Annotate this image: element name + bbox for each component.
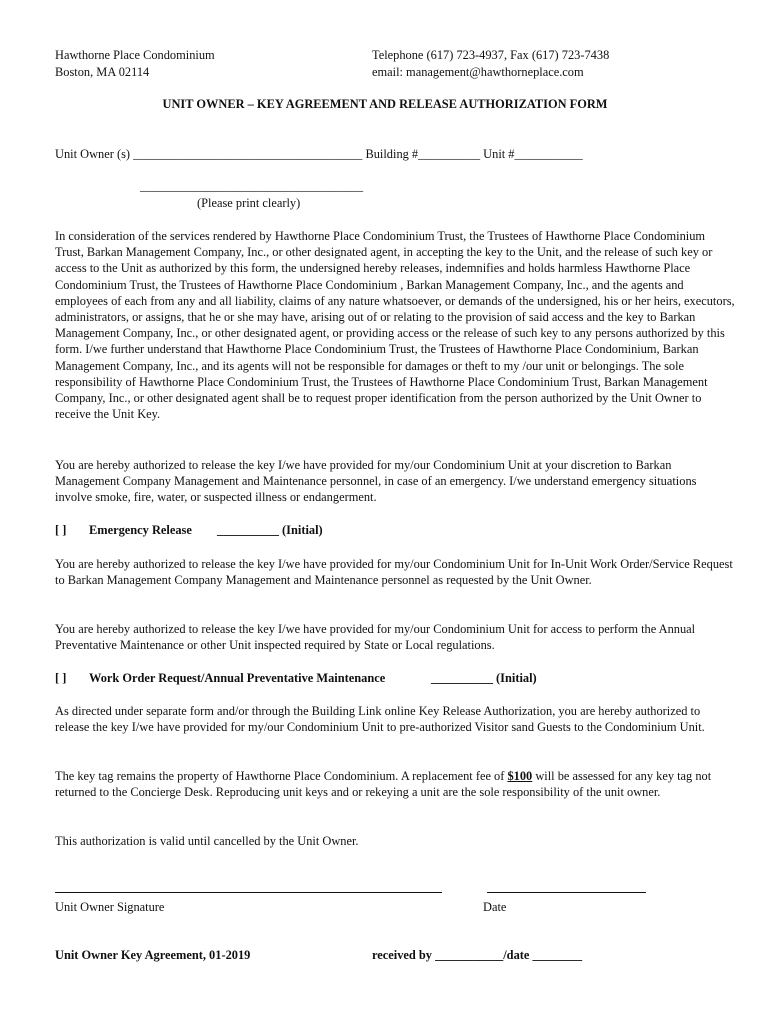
owner-signature-field[interactable] [55, 892, 442, 893]
emergency-checkbox[interactable]: [ ] [55, 523, 67, 537]
key-tag-paragraph [55, 768, 735, 800]
building-field[interactable]: __________ [418, 147, 481, 161]
owner-label: Unit Owner (s) [55, 147, 134, 161]
work-order-initial-field[interactable]: __________ (Initial) [431, 671, 537, 685]
emergency-initial-field[interactable]: __________ (Initial) [217, 523, 323, 537]
org-email: email: management@hawthorneplace.com [372, 65, 584, 79]
key-tag-text-end: will be assessed for any key tag not returned to the Concierge Desk. Reproducing unit keys and or rekeying a unit are the sole responsibility of the unit owner. [55, 769, 712, 800]
owner-signature-label: Unit Owner Signature [55, 900, 165, 914]
work-order-paragraph: You are hereby authorized to release the key I/we have provided for my/our Condominium Unit for In-Unit Work Order/Service Request to Barkan Management Company Management and Maintenance personnel as requested by the Unit Owner. [55, 557, 733, 588]
preventative-paragraph: You are hereby authorized to release the key I/we have provided for my/our Condominium Unit for access to perform the Annual Preventative Maintenance or other Unit inspected required by State or Local regulations. [55, 622, 696, 653]
date-label: Date [483, 900, 507, 914]
replacement-fee: $100 [507, 769, 533, 783]
work-order-checkbox[interactable]: [ ] [55, 671, 67, 685]
owner-name-field[interactable]: _____________________________________ [133, 147, 363, 161]
form-id: Unit Owner Key Agreement, 01-2019 [55, 948, 251, 962]
print-name-field[interactable]: ____________________________________ [140, 179, 364, 193]
org-name: Hawthorne Place Condominium [55, 48, 215, 62]
unit-label: Unit # [480, 147, 515, 161]
key-tag-text-start: The key tag remains the property of Hawthorne Place Condominium. A replacement fee of [55, 769, 508, 783]
owner-line [55, 146, 583, 162]
org-city: Boston, MA 02114 [55, 65, 150, 79]
form-title: UNIT OWNER – KEY AGREEMENT AND RELEASE AUTHORIZATION FORM [162, 97, 608, 111]
unit-field[interactable]: ___________ [514, 147, 583, 161]
building-link-paragraph: As directed under separate form and/or through the Building Link online Key Release Authorization, you are hereby authorized to release the key I/we have provided for my/our Condominium Unit to pre-authorized Visitor sand Guests to the Condominium Unit. [55, 704, 705, 735]
date-field[interactable] [487, 892, 646, 893]
work-order-label: Work Order Request/Annual Preventative Maintenance [89, 671, 386, 685]
print-note: (Please print clearly) [197, 196, 301, 210]
release-paragraph: In consideration of the services rendered by Hawthorne Place Condominium Trust, the Trustees of Hawthorne Place Condominium Trust, Barkan Management Company, Inc., or other designated agent, in accepting the key to the Unit, and the release of such key or access to the Unit as authorized by this form, the undersigned hereby releases, indemnifies and holds harmless Hawthorne Place Condominium Trust, the Trustees of Hawthorne Place Condominium , Barkan Management Company, Inc., and the agents and employees of each from any and all liability, claims of any nature whatsoever, or demands of the undersigned, his or her heirs, executors, administrators, or assigns, that he or she may have, arising out of or relating to the provision of said access and the key to Barkan Management Company, Inc., or other designated agent, or providing access or the release of such key to any persons authorized by this form. I/we further understand that Hawthorne Place Condominium Trust, the Trustees of Hawthorne Place Condominium, Barkan Management Company, Inc., and its agents will not be responsible for damages or theft to my /our unit or belongings. The sole responsibility of Hawthorne Place Condominium Trust, the Trustees of Hawthorne Place Condominium Trust, Barkan Management Company, Inc., or other designated agent shall be to request proper identification from the person authorized by the Unit Owner to receive the Unit Key. [55, 229, 735, 422]
emergency-label: Emergency Release [89, 523, 192, 537]
emergency-paragraph: You are hereby authorized to release the key I/we have provided for my/our Condominium Unit at your discretion to Barkan Management Company Management and Maintenance personnel, in case of an emergency. I/we understand emergency situations involve smoke, fire, water, or suspected illness or endangerment. [55, 458, 697, 505]
received-by-field[interactable]: received by ___________/date ________ [372, 948, 583, 962]
org-phone: Telephone (617) 723-4937, Fax (617) 723-7438 [372, 48, 610, 62]
building-label: Building # [362, 147, 419, 161]
valid-paragraph: This authorization is valid until cancelled by the Unit Owner. [55, 834, 359, 848]
